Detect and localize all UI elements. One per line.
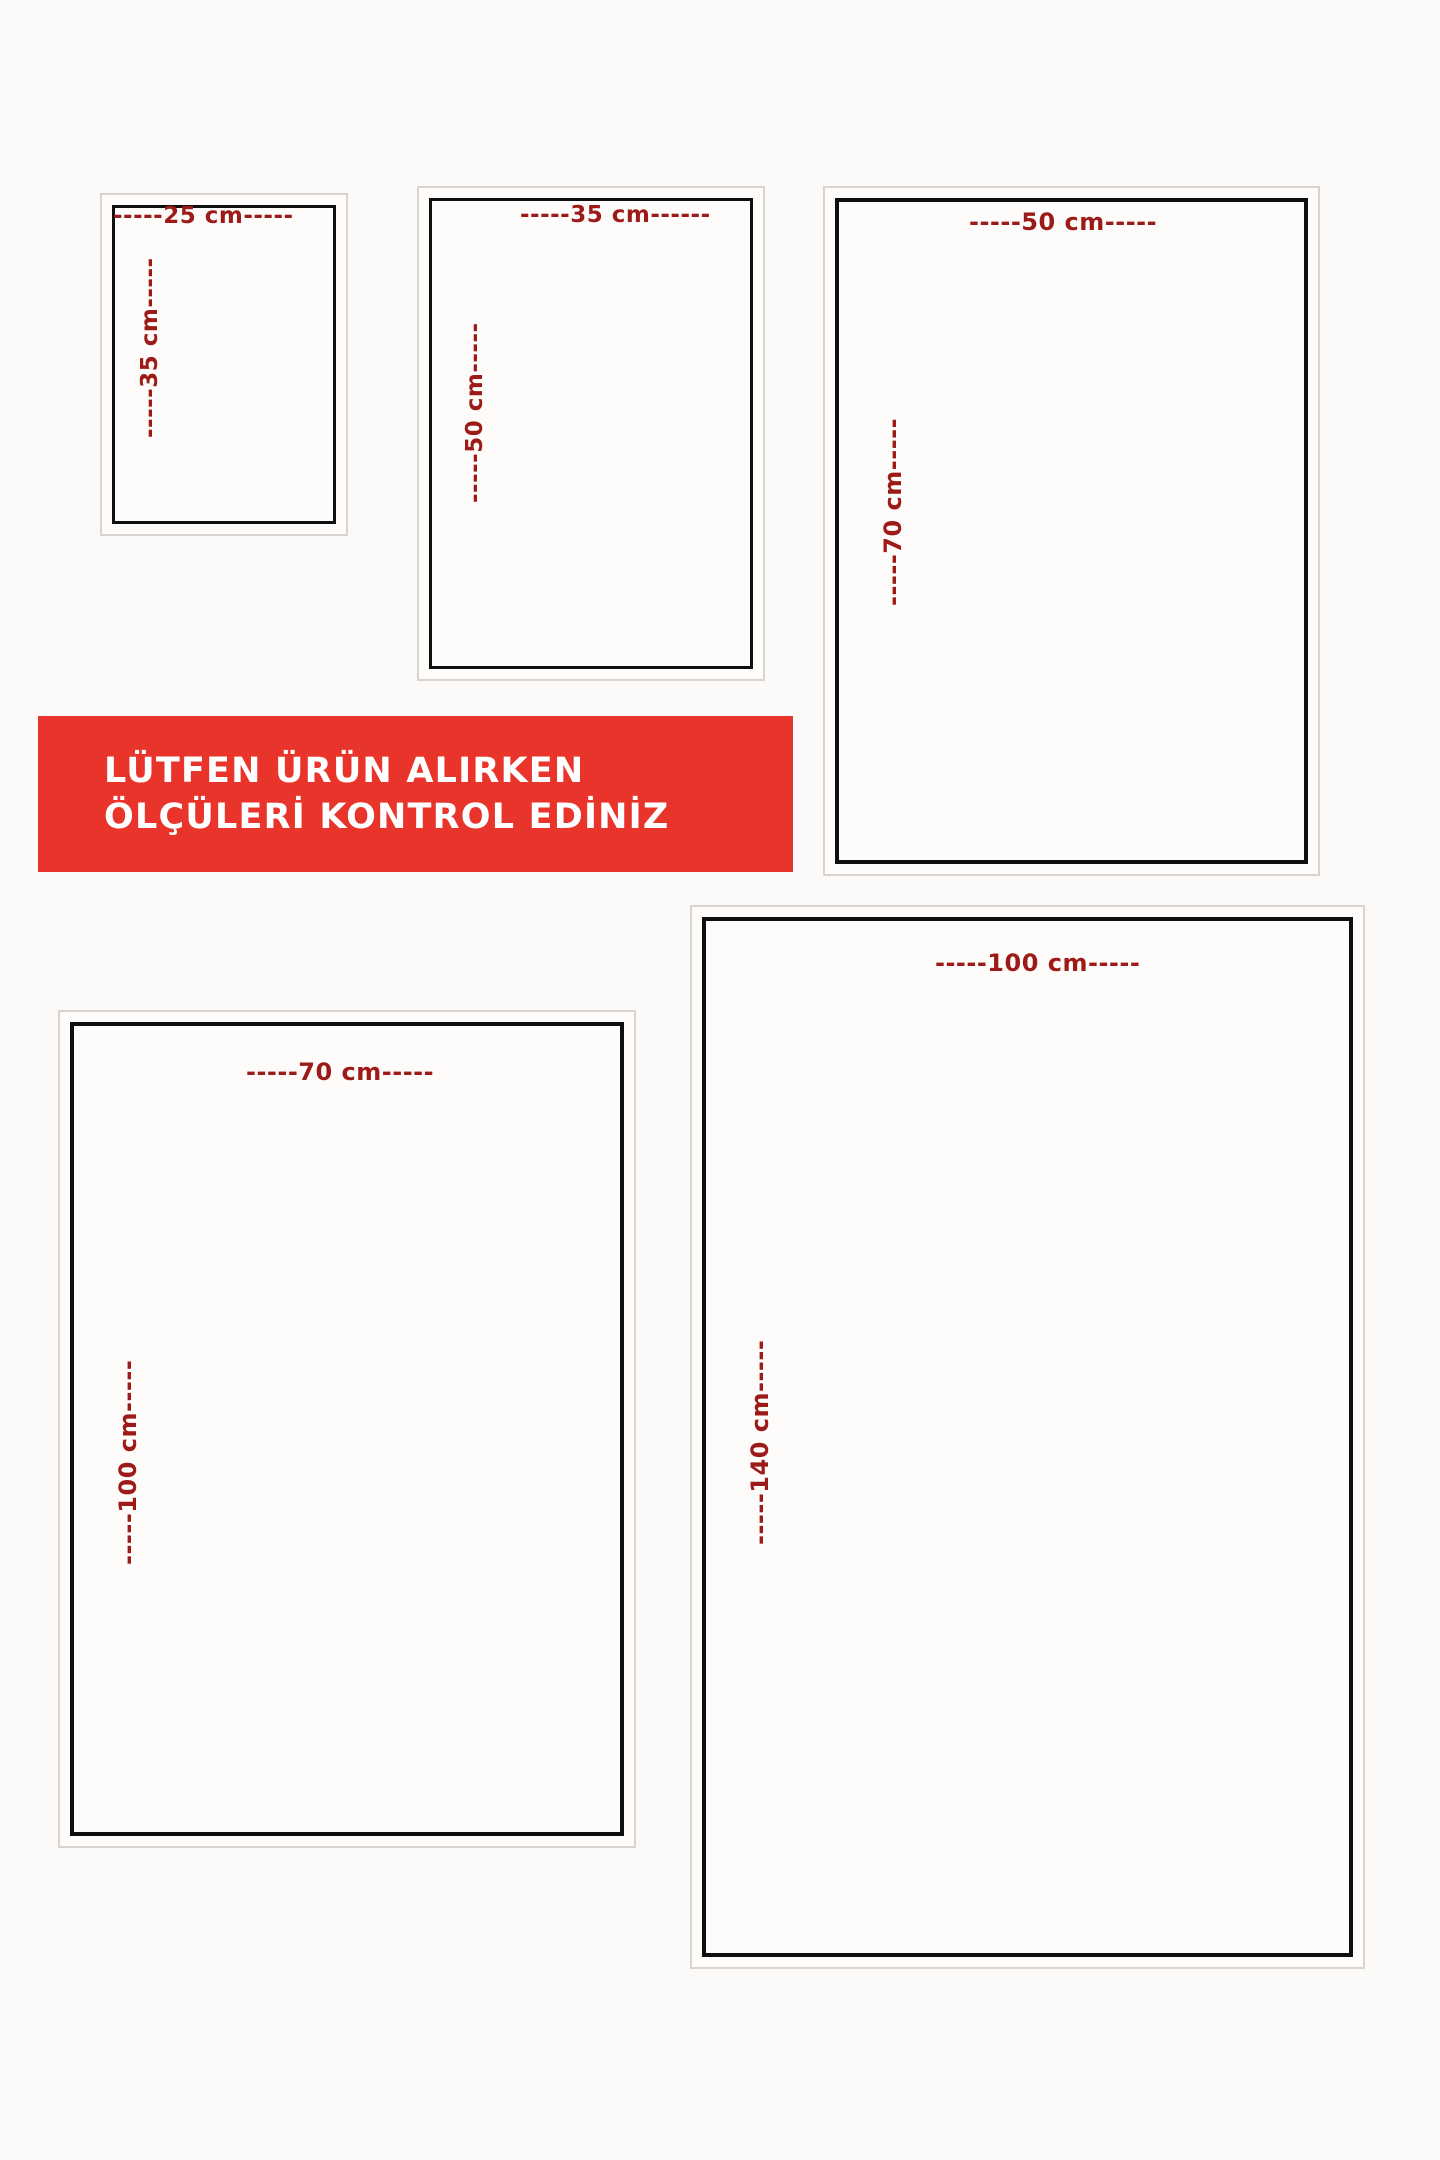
warning-line-1: LÜTFEN ÜRÜN ALIRKEN <box>104 750 585 791</box>
frame-70x100-width-label: -----70 cm----- <box>246 1058 435 1086</box>
frame-70x100-height-label: -----100 cm----- <box>114 1359 142 1565</box>
frame-35x50-width-label: -----35 cm------ <box>520 202 711 228</box>
frame-70x100-inner <box>70 1022 624 1836</box>
frame-100x140-height-label: -----140 cm----- <box>746 1339 774 1545</box>
warning-line-2: ÖLÇÜLERİ KONTROL EDİNİZ <box>104 797 670 837</box>
frame-50x70-width-label: -----50 cm----- <box>969 208 1158 236</box>
frame-100x140-inner <box>702 917 1353 1957</box>
frame-25x35-width-label: -----25 cm----- <box>113 203 294 229</box>
warning-banner <box>38 716 793 872</box>
frame-50x70-height-label: -----70 cm----- <box>879 417 907 606</box>
frame-100x140-width-label: -----100 cm----- <box>935 949 1141 977</box>
frame-70x100 <box>58 1010 636 1848</box>
frame-35x50-height-label: -----50 cm----- <box>462 322 488 503</box>
frame-100x140 <box>690 905 1365 1969</box>
frame-25x35-height-label: -----35 cm----- <box>137 257 163 438</box>
